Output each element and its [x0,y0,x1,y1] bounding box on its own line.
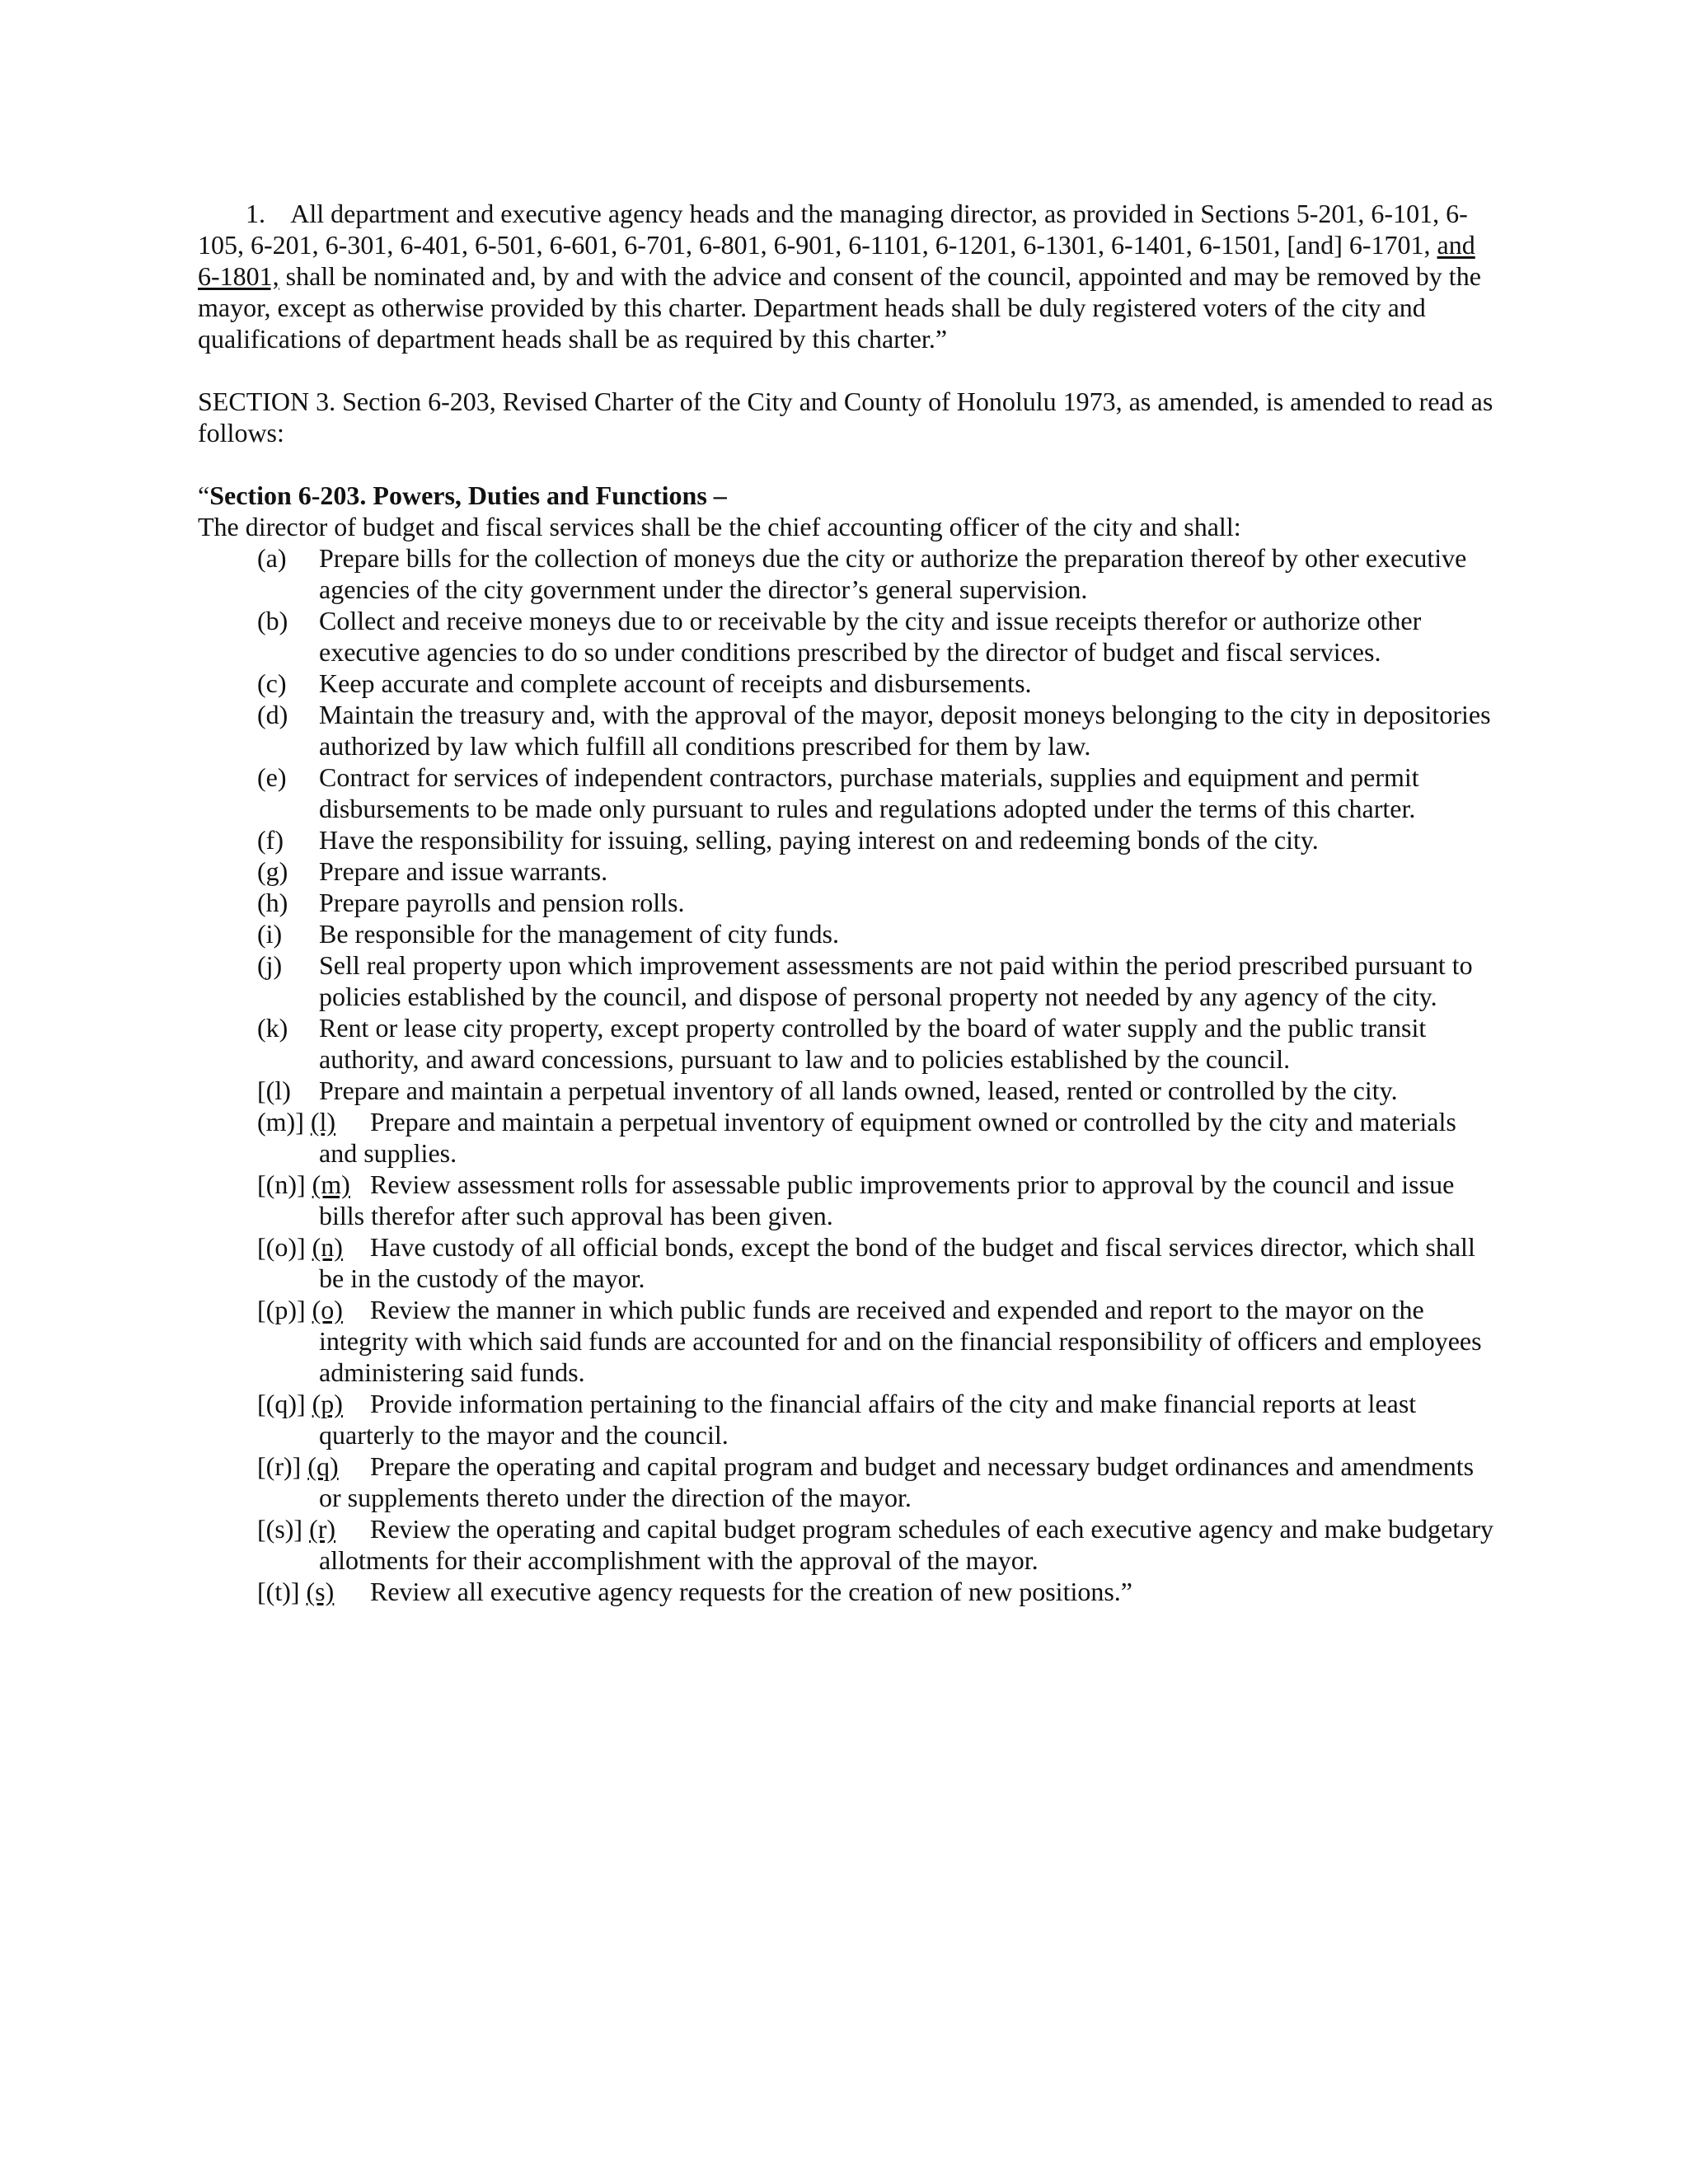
list-item-text: Prepare payrolls and pension rolls. [319,888,685,917]
list-item-text: Prepare and maintain a perpetual inventory of all lands owned, leased, rented or controlled by the city. [319,1076,1398,1105]
list-item [198,699,1500,762]
section-heading-title: Section 6-203. Powers, Duties and Functions – [209,480,727,510]
section-heading [198,480,1500,511]
list-item-label: (e) [257,762,287,792]
inserted-label: (s) [306,1577,335,1606]
inserted-label: (m) [312,1169,350,1199]
spacer [198,354,1500,386]
section-heading-quote: “ [198,480,210,510]
amended-item-labels [257,1231,343,1263]
amended-list-item [198,1451,1500,1513]
inserted-label: (n) [312,1232,343,1262]
list-item [198,949,1500,1012]
list-item [198,1075,1500,1106]
intro-text-before: All department and executive agency heads and the managing director, as provided in Sections 5-201, 6-101, 6-105, 6-201, 6-301, 6-401, 6-501, 6-601, 6-701, 6-801, 6-901, 6-1101, 6-1201, 6-1301, 6-1401, 6-1501, [and] 6-1701, [198,199,1468,260]
inserted-label: (p) [312,1389,343,1418]
lead-paragraph: The director of budget and fiscal services shall be the chief accounting officer of the city and shall: [198,512,1241,541]
list-item [198,855,1500,887]
deleted-label: [(q)] [257,1389,306,1418]
intro-number: 1. [246,199,265,228]
list-item-label: (j) [257,950,283,980]
amended-item-text: Prepare and maintain a perpetual inventory of equipment owned or controlled by the city and materials and supplies. [319,1107,1456,1168]
amended-list-item [198,1576,1500,1607]
inserted-label: (o) [312,1295,343,1324]
list-item-text: Keep accurate and complete account of receipts and disbursements. [319,668,1032,698]
list-item [198,1012,1500,1075]
inserted-label: (r) [309,1514,336,1544]
inserted-label: (q) [307,1451,339,1481]
amended-item-labels [257,1451,339,1482]
amended-list-item [198,1231,1500,1294]
deleted-label: [(p)] [257,1295,306,1324]
deleted-label: [(s)] [257,1514,303,1544]
amended-item-labels [257,1294,343,1325]
amended-list-item [198,1294,1500,1388]
amended-list-item [198,1106,1500,1169]
list-item [198,542,1500,605]
list-item-label: (b) [257,606,288,635]
intro-paragraph [198,198,1500,354]
list-item-text: Have the responsibility for issuing, selling, paying interest on and redeeming bonds of the city. [319,825,1319,855]
amended-item-text: Review the manner in which public funds are received and expended and report to the mayor on the integrity with which said funds are accounted for and on the financial responsibility of officers and employees administering said funds. [319,1295,1482,1387]
list-item-label: (c) [257,668,287,698]
deleted-label: [(r)] [257,1451,302,1481]
deleted-label: [(n)] [257,1169,306,1199]
amended-item-text: Provide information pertaining to the financial affairs of the city and make financial reports at least quarterly to the mayor and the council. [319,1389,1417,1450]
intro-inserted-text: and 6-1801, [198,230,1475,291]
list-item [198,605,1500,668]
list-item-label: (a) [257,543,287,573]
amended-item-labels [257,1388,343,1419]
intro-text-after: shall be nominated and, by and with the advice and consent of the council, appointed and may be removed by the mayor, except as otherwise provided by this charter. Department heads shall be duly registered voters of the city and qualifications of department heads shall be as required by this charter.” [198,261,1481,354]
amended-item-text: Review the operating and capital budget program schedules of each executive agency and make budgetary allotments for their accomplishment with the approval of the mayor. [319,1514,1493,1575]
amended-list-item [198,1169,1500,1231]
list-item [198,918,1500,949]
list-item [198,668,1500,699]
list-item [198,762,1500,824]
spacer [198,448,1500,480]
amended-item-labels [257,1513,335,1544]
amended-item-text: Review assessment rolls for assessable public improvements prior to approval by the council and issue bills therefor after such approval has been given. [319,1169,1455,1230]
amended-item-labels [257,1576,334,1607]
section-3-paragraph: SECTION 3. Section 6-203, Revised Charter of the City and County of Honolulu 1973, as amended, is amended to read as follows: [198,387,1493,448]
deleted-label: [(t)] [257,1577,300,1606]
list-item-label: (f) [257,825,284,855]
amended-item-labels [257,1169,350,1200]
amended-item-labels [257,1106,335,1137]
deleted-label: [(o)] [257,1232,306,1262]
list-item-text: Contract for services of independent contractors, purchase materials, supplies and equipment and permit disbursements to be made only pursuant to rules and regulations adopted under the terms of this charter. [319,762,1419,823]
amended-list-item [198,1388,1500,1451]
list-item-text: Rent or lease city property, except property controlled by the board of water supply and the public transit authority, and award concessions, pursuant to law and to policies established by the council. [319,1013,1427,1074]
list-item-label: (d) [257,700,288,729]
amended-item-text: Prepare the operating and capital program and budget and necessary budget ordinances and amendments or supplements thereto under the direction of the mayor. [319,1451,1475,1512]
deleted-label: (m)] [257,1107,304,1137]
list-item-text: Prepare and issue warrants. [319,856,608,886]
duties-list [198,542,1500,1607]
list-item-text: Maintain the treasury and, with the approval of the mayor, deposit moneys belonging to the city in depositories authorized by law which fulfill all conditions prescribed for them by law. [319,700,1491,761]
list-item-label: [(l) [257,1076,291,1105]
list-item-label: (g) [257,856,288,886]
list-item-label: (h) [257,888,288,917]
amended-list-item [198,1513,1500,1576]
list-item-text: Sell real property upon which improvement assessments are not paid within the period prescribed pursuant to policies established by the council, and dispose of personal property not needed by any agency of the city. [319,950,1473,1011]
list-item [198,824,1500,855]
list-item-label: (i) [257,919,283,949]
document-page [198,198,1500,1607]
amended-item-text: Have custody of all official bonds, except the bond of the budget and fiscal services director, which shall be in the custody of the mayor. [319,1232,1475,1293]
list-item-label: (k) [257,1013,288,1043]
amended-item-text: Review all executive agency requests for the creation of new positions.” [370,1577,1132,1606]
inserted-label: (l) [310,1107,336,1137]
list-item-text: Collect and receive moneys due to or receivable by the city and issue receipts therefor or authorize other executive agencies to do so under conditions prescribed by the director of budget and fiscal services. [319,606,1422,667]
list-item-text: Prepare bills for the collection of moneys due the city or authorize the preparation thereof by other executive agencies of the city government under the director’s general supervision. [319,543,1467,604]
list-item-text: Be responsible for the management of city funds. [319,919,839,949]
list-item [198,887,1500,918]
